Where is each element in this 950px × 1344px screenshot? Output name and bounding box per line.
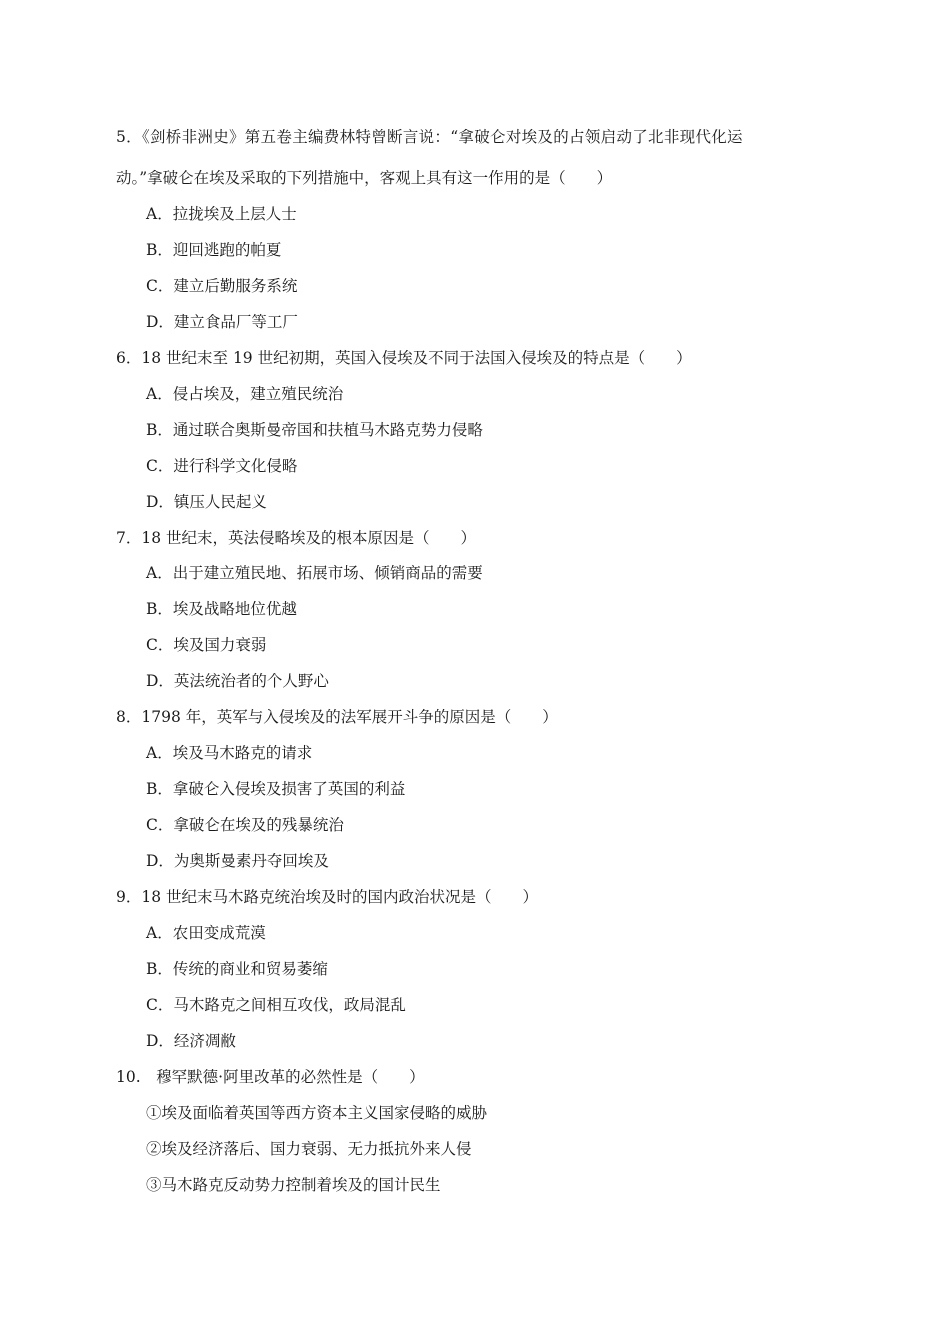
- question-7-option-b: B．埃及战略地位优越: [146, 600, 297, 618]
- question-8-option-c: C．拿破仑在埃及的残暴统治: [146, 816, 344, 834]
- question-9-stem: 9．18 世纪末马木路克统治埃及时的国内政治状况是（ ）: [116, 888, 539, 906]
- question-5-option-c: C．建立后勤服务系统: [146, 277, 298, 295]
- question-5-stem-line-2: 动。”拿破仑在埃及采取的下列措施中，客观上具有这一作用的是（ ）: [116, 169, 613, 187]
- question-6-option-a: A．侵占埃及，建立殖民统治: [146, 385, 344, 403]
- question-10-statement-1: ①埃及面临着英国等西方资本主义国家侵略的威胁: [146, 1104, 488, 1122]
- question-9-option-b: B．传统的商业和贸易萎缩: [146, 960, 328, 978]
- question-8-option-a: A．埃及马木路克的请求: [146, 744, 313, 762]
- question-8-option-d: D．为奥斯曼素丹夺回埃及: [146, 852, 329, 870]
- question-5-option-b: B．迎回逃跑的帕夏: [146, 241, 282, 259]
- question-9-option-d: D．经济凋敝: [146, 1032, 236, 1050]
- question-7-option-a: A．出于建立殖民地、拓展市场、倾销商品的需要: [146, 564, 483, 582]
- question-6-option-d: D．镇压人民起义: [146, 493, 267, 511]
- question-8-option-b: B．拿破仑入侵埃及损害了英国的利益: [146, 780, 406, 798]
- question-5-option-a: A．拉拢埃及上层人士: [146, 205, 297, 223]
- question-5-stem-line-1: 5．《剑桥非洲史》第五卷主编费林特曾断言说：“拿破仑对埃及的占领启动了北非现代化运: [116, 128, 743, 146]
- question-5-option-d: D．建立食品厂等工厂: [146, 313, 298, 331]
- question-7-stem: 7．18 世纪末，英法侵略埃及的根本原因是（ ）: [116, 529, 477, 547]
- question-6-option-c: C．进行科学文化侵略: [146, 457, 298, 475]
- question-7-option-c: C．埃及国力衰弱: [146, 636, 267, 654]
- question-7-option-d: D．英法统治者的个人野心: [146, 672, 329, 690]
- question-9-option-a: A．农田变成荒漠: [146, 924, 266, 942]
- question-6-stem: 6．18 世纪末至 19 世纪初期，英国入侵埃及不同于法国入侵埃及的特点是（ ）: [116, 349, 692, 367]
- question-8-stem: 8．1798 年，英军与入侵埃及的法军展开斗争的原因是（ ）: [116, 708, 558, 726]
- question-10-statement-2: ②埃及经济落后、国力衰弱、无力抵抗外来人侵: [146, 1140, 472, 1158]
- question-10-statement-3: ③马木路克反动势力控制着埃及的国计民生: [146, 1176, 441, 1194]
- question-6-option-b: B．通过联合奥斯曼帝国和扶植马木路克势力侵略: [146, 421, 483, 439]
- question-10-stem: 10. 穆罕默德·阿里改革的必然性是（ ）: [116, 1068, 425, 1086]
- question-9-option-c: C．马木路克之间相互攻伐，政局混乱: [146, 996, 406, 1014]
